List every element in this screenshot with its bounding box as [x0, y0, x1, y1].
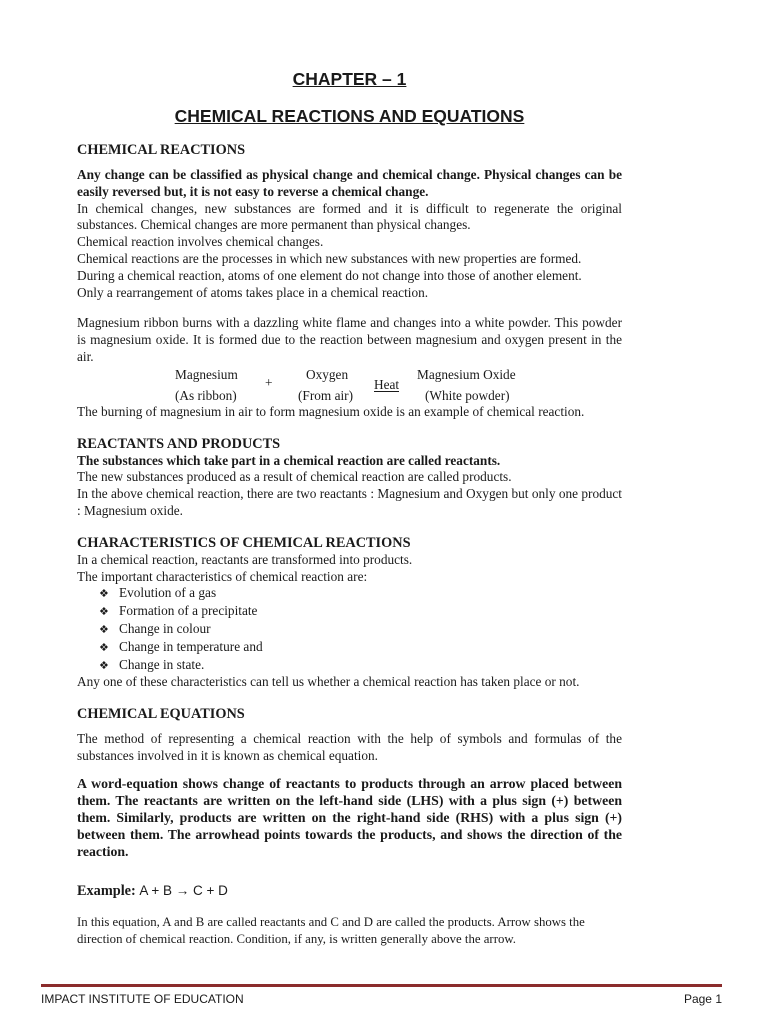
section-heading-chemical-equations: CHEMICAL EQUATIONS [77, 706, 245, 723]
reactant-oxygen-note: (From air) [298, 387, 354, 403]
paragraph: During a chemical reaction, atoms of one element do not change into those of another element. [77, 267, 582, 283]
paragraph: In this equation, A and B are called reactants and C and D are called the products. Arrow shows the direction of chemical reaction. Condition, if any, is written generally above the arrow. [77, 915, 585, 947]
paragraph: In chemical changes, new substances are formed and it is difficult to regenerate the original substances. Chemical changes are more permanent than physical changes. [77, 200, 622, 233]
paragraph: Chemical reactions are the processes in which new substances with new properties are formed. [77, 250, 582, 266]
diamond-bullet-icon: ❖ [99, 640, 109, 654]
bold-definition: The substances which take part in a chemical reaction are called reactants. [77, 452, 501, 468]
section-heading-chemical-reactions: CHEMICAL REACTIONS [77, 142, 246, 158]
reactant-magnesium: Magnesium [175, 366, 238, 382]
reaction-condition-heat: Heat [374, 376, 400, 392]
page-footer [41, 984, 722, 1006]
chapter-subtitle: CHEMICAL REACTIONS AND EQUATIONS [174, 106, 525, 126]
paragraph: The burning of magnesium in air to form magnesium oxide is an example of chemical reaction. [77, 403, 585, 419]
diamond-bullet-icon: ❖ [99, 605, 109, 619]
diamond-bullet-icon: ❖ [99, 658, 109, 672]
chapter-title: CHAPTER – 1 [292, 69, 407, 89]
list-item: ❖ Change in temperature and [99, 639, 622, 657]
list-item: ❖ Evolution of a gas [99, 585, 622, 603]
product-magnesium-oxide: Magnesium Oxide [417, 366, 516, 382]
paragraph: Magnesium ribbon burns with a dazzling white flame and changes into a white powder. This powder is magnesium oxide. It is formed due to the reaction between magnesium and oxygen present in the air. [77, 315, 622, 364]
example-label: Example: [77, 883, 136, 900]
footer-institute-name: IMPACT INSTITUTE OF EDUCATION [41, 992, 244, 1006]
section-heading-reactants-products: REACTANTS AND PRODUCTS [77, 435, 281, 452]
paragraph: In the above chemical reaction, there are two reactants : Magnesium and Oxygen but only one product : Magnesium oxide. [77, 486, 622, 518]
product-note: (White powder) [425, 387, 510, 403]
reactant-oxygen: Oxygen [306, 366, 349, 382]
list-item: ❖ Change in colour [99, 621, 622, 639]
list-item: ❖ Formation of a precipitate [99, 603, 622, 621]
paragraph: The method of representing a chemical reaction with the help of symbols and formulas of the substances involved in it is known as chemical equation. [77, 731, 622, 763]
word-equation [77, 366, 622, 404]
example-formula: A + B → C + D [139, 883, 228, 899]
paragraph: Chemical reaction involves chemical changes. [77, 234, 324, 250]
reactant-magnesium-note: (As ribbon) [175, 387, 237, 403]
paragraph: Only a rearrangement of atoms takes place in a chemical reaction. [77, 284, 429, 300]
page-content [77, 68, 622, 948]
plus-sign: + [265, 374, 273, 390]
paragraph: The important characteristics of chemical reaction are: [77, 568, 368, 584]
section-heading-characteristics: CHARACTERISTICS OF CHEMICAL REACTIONS [77, 534, 411, 551]
diamond-bullet-icon: ❖ [99, 587, 109, 601]
footer-page-number: Page 1 [683, 992, 722, 1006]
bold-paragraph: A word-equation shows change of reactants to products through an arrow placed between them. The reactants are written on the left-hand side (LHS) with a plus sign (+) between them. Similarly, products are written on the right-hand side (RHS) with a plus sign (+) between them. The arrowhead points towards the products, and shows the direction of the reaction. [77, 775, 622, 859]
example-line [77, 882, 622, 900]
list-item: ❖ Change in state. [99, 657, 622, 675]
characteristics-list [77, 585, 622, 674]
paragraph: Any one of these characteristics can tell us whether a chemical reaction has taken place or not. [77, 674, 580, 690]
diamond-bullet-icon: ❖ [99, 622, 109, 636]
paragraph: In a chemical reaction, reactants are transformed into products. [77, 551, 413, 567]
paragraph: The new substances produced as a result of chemical reaction are called products. [77, 469, 512, 485]
bold-intro: Any change can be classified as physical change and chemical change. Physical changes can be easily reversed but, it is not easy to reverse a chemical change. [77, 167, 622, 199]
